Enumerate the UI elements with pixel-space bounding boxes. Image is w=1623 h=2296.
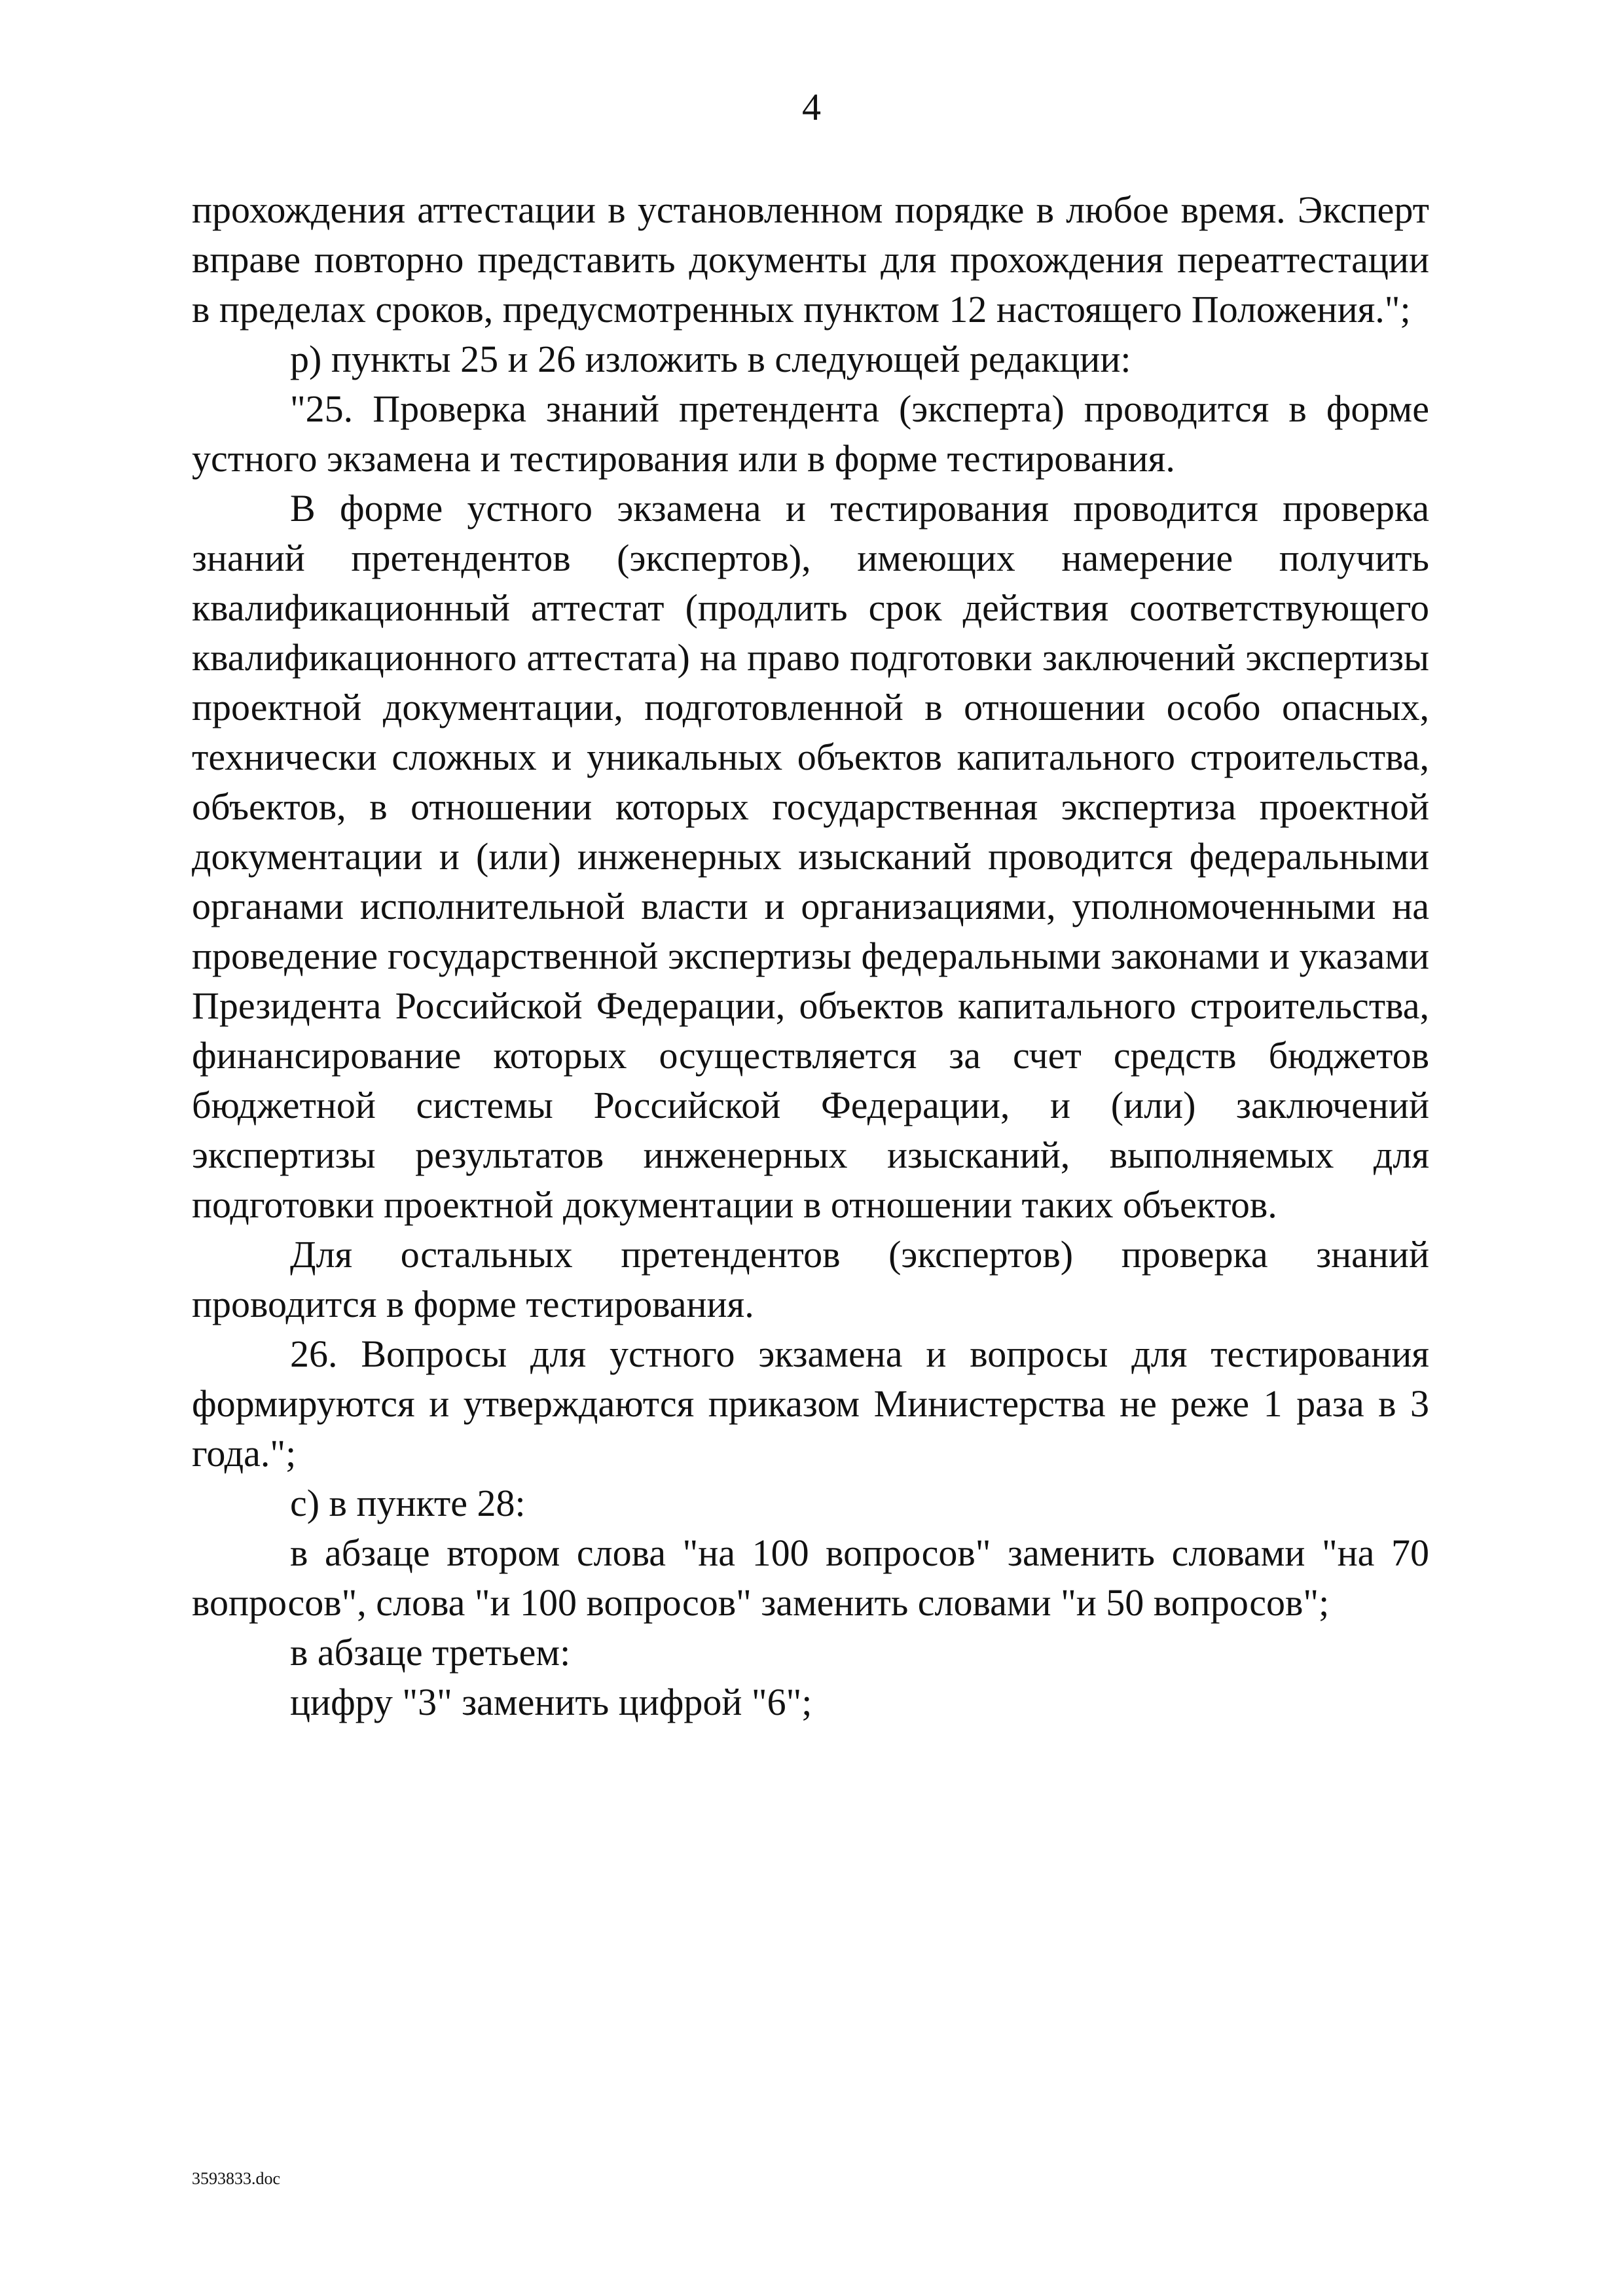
paragraph-second-abzac: в абзаце втором слова "на 100 вопросов" заменить словами "на 70 вопросов", слова "и 100 вопросов" заменить словами "и 50 вопросов"; <box>192 1532 1429 1624</box>
paragraph-oral-exam-scope: В форме устного экзамена и тестирования проводится проверка знаний претендентов (экспертов), имеющих намерение получить квалификационный аттестат (продлить срок действия соответствующего квалификационного аттестата) на право подготовки заключений экспертизы проектной документации, подготовленной в отношении особо опасных, технически сложных и уникальных объектов капитального строительства, объектов, в отношении которых государственная экспертиза проектной документации и (или) инженерных изысканий проводится федеральными органами исполнительной власти и организациями, уполномоченными на проведение государственной экспертизы федеральными законами и указами Президента Российской Федерации, объектов капитального строительства, финансирование которых осуществляется за счет средств бюджетов бюджетной системы Российской Федерации, и (или) заключений экспертизы результатов инженерных изысканий, выполняемых для подготовки проектной документации в отношении таких объектов. <box>192 487 1429 1226</box>
paragraph-other-candidates: Для остальных претендентов (экспертов) проверка знаний проводится в форме тестирования. <box>192 1233 1429 1325</box>
paragraph-item-s: с) в пункте 28: <box>290 1482 526 1524</box>
footer-file-code: 3593833.doc <box>192 2169 281 2188</box>
page-number: 4 <box>802 86 821 128</box>
paragraph-clause-26: 26. Вопросы для устного экзамена и вопросы для тестирования формируются и утверждаются приказом Министерства не реже 1 раза в 3 года."; <box>192 1333 1429 1475</box>
paragraph-clause-25: "25. Проверка знаний претендента (эксперта) проводится в форме устного экзамена и тестирования или в форме тестирования. <box>192 387 1429 480</box>
paragraph-digit-replace: цифру "3" заменить цифрой "6"; <box>290 1681 812 1723</box>
paragraph-item-r: р) пункты 25 и 26 изложить в следующей редакции: <box>290 338 1131 380</box>
paragraph-third-abzac: в абзаце третьем: <box>290 1631 571 1674</box>
document-body <box>192 185 1429 1727</box>
paragraph-continuation: прохождения аттестации в установленном порядке в любое время. Эксперт вправе повторно представить документы для прохождения переаттестации в пределах сроков, предусмотренных пунктом 12 настоящего Положения."; <box>192 188 1429 331</box>
